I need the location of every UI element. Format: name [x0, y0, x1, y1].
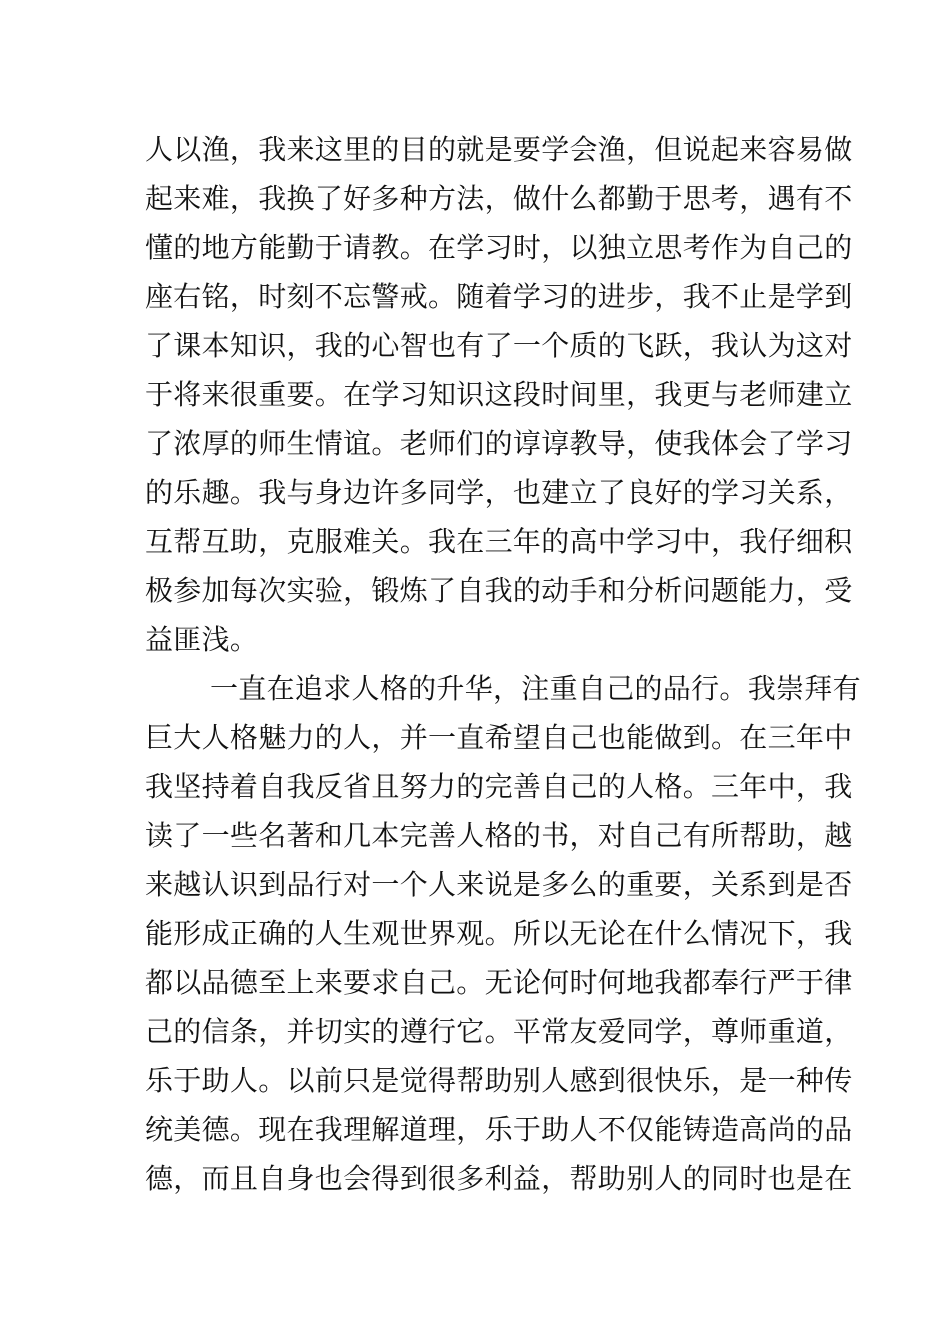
- paragraph-start-line: 一直在追求人格的升华，注重自己的品行。我崇拜有: [210, 672, 861, 705]
- text-line: 己的信条，并切实的遵行它。平常友爱同学，尊师重道，: [145, 1015, 853, 1048]
- text-line: 的乐趣。我与身边许多同学，也建立了良好的学习关系，: [145, 476, 853, 509]
- text-line: 极参加每次实验，锻炼了自我的动手和分析问题能力，受: [145, 574, 853, 607]
- text-line: 来越认识到品行对一个人来说是多么的重要，关系到是否: [145, 868, 853, 901]
- text-line: 读了一些名著和几本完善人格的书，对自己有所帮助，越: [145, 819, 853, 852]
- text-line: 统美德。现在我理解道理，乐于助人不仅能铸造高尚的品: [145, 1113, 853, 1146]
- text-line: 于将来很重要。在学习知识这段时间里，我更与老师建立: [145, 378, 853, 411]
- text-line: 了浓厚的师生情谊。老师们的谆谆教导，使我体会了学习: [145, 427, 853, 460]
- text-line: 我坚持着自我反省且努力的完善自己的人格。三年中，我: [145, 770, 853, 803]
- text-line: 了课本知识，我的心智也有了一个质的飞跃，我认为这对: [145, 329, 853, 362]
- text-line: 益匪浅。: [145, 623, 259, 656]
- text-line: 座右铭，时刻不忘警戒。随着学习的进步，我不止是学到: [145, 280, 853, 313]
- text-line: 懂的地方能勤于请教。在学习时，以独立思考作为自己的: [145, 231, 853, 264]
- text-line: 人以渔，我来这里的目的就是要学会渔，但说起来容易做: [145, 133, 853, 166]
- text-line: 都以品德至上来要求自己。无论何时何地我都奉行严于律: [145, 966, 853, 999]
- text-line: 德，而且自身也会得到很多利益，帮助别人的同时也是在: [145, 1162, 853, 1195]
- text-line: 能形成正确的人生观世界观。所以无论在什么情况下，我: [145, 917, 853, 950]
- text-line: 互帮互助，克服难关。我在三年的高中学习中，我仔细积: [145, 525, 853, 558]
- text-line: 乐于助人。以前只是觉得帮助别人感到很快乐，是一种传: [145, 1064, 853, 1097]
- text-line: 起来难，我换了好多种方法，做什么都勤于思考，遇有不: [145, 182, 853, 215]
- text-line: 巨大人格魅力的人，并一直希望自己也能做到。在三年中: [145, 721, 853, 754]
